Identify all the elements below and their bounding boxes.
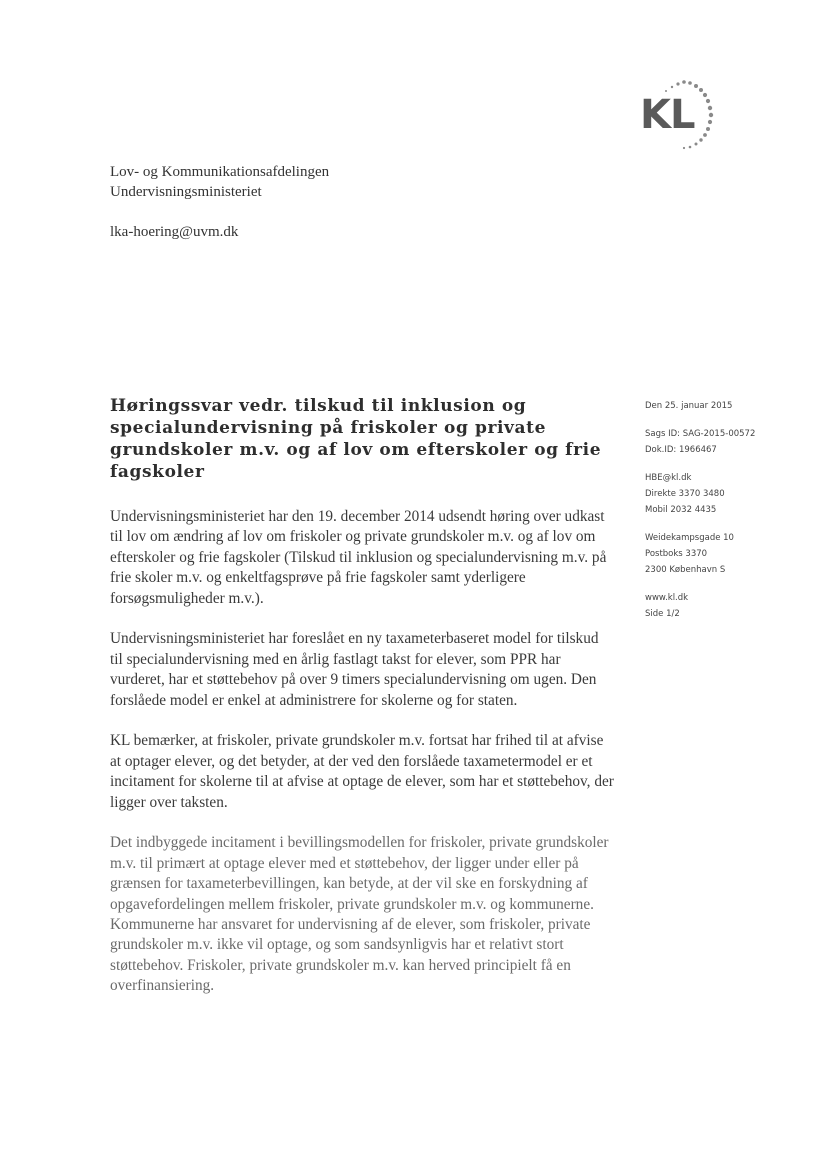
direct-phone: Direkte 3370 3480: [645, 489, 725, 499]
recipient-ministry: Undervisningsministeriet: [110, 184, 262, 200]
letter-title: Høringssvar vedr. tilskud til inklusion og specialundervisning på friskoler og private grundskoler m.v. og af lov om efterskoler og frie fagskoler: [110, 396, 602, 482]
case-id: Sags ID: SAG-2015-00572: [645, 429, 756, 439]
document-id: Dok.ID: 1966467: [645, 445, 717, 455]
street-address: Weidekampsgade 10: [645, 533, 734, 543]
letter-date: Den 25. januar 2015: [645, 401, 733, 411]
mobile-phone: Mobil 2032 4435: [645, 505, 717, 515]
recipient-department: Lov- og Kommunikationsafdelingen: [110, 164, 330, 180]
sender-email: HBE@kl.dk: [645, 473, 692, 483]
kl-logo-text: KL: [640, 92, 695, 138]
body-paragraph-3: KL bemærker, at friskoler, private grundskoler m.v. fortsat har frihed til at afvise at optager elever, og det betyder, at der ved den forslåede taxametermodel er et incitament for skolerne til at afvise at optage de elever, som har et støttebehov, der ligger over taksten.: [110, 732, 614, 811]
recipient-address: [110, 162, 329, 242]
website: www.kl.dk: [645, 593, 689, 603]
sender-info-sidebar: [645, 398, 815, 634]
letter-body: [110, 507, 615, 1017]
postal-city: 2300 København S: [645, 565, 726, 575]
kl-logo: [638, 78, 734, 158]
po-box: Postboks 3370: [645, 549, 708, 559]
body-paragraph-2: Undervisningsministeriet har foreslået en ny taxameterbaseret model for tilskud til specialundervisning med en årlig fastlagt takst for elever, som PPR har vurderet, har et støttebehov på over 9 timers specialundervisning om ugen. Den forslåede model er enkel at administrere for skolerne og for staten.: [110, 630, 599, 709]
recipient-email: lka-hoering@uvm.dk: [110, 224, 239, 240]
body-paragraph-1: Undervisningsministeriet har den 19. december 2014 udsendt høring over udkast til lov om ændring af lov om friskoler og private grundskoler m.v. og af lov om efterskoler og frie fagskoler (Tilskud til inklusion og specialundervisning m.v. på frie skoler m.v. og enkeltfagsprøve på frie fagskoler samt yderligere forsøgsmuligheder m.v.).: [110, 508, 607, 607]
body-paragraph-4: Det indbyggede incitament i bevillingsmodellen for friskoler, private grundskoler m.v. til primært at optage elever med et støttebehov, der ligger under eller på grænsen for taxameterbevillingen, kan betyde, at der vil ske en forskydning af opgavefordelingen mellem friskoler, private grundskoler m.v. og kommunerne. Kommunerne har ansvaret for undervisning af de elever, som friskoler, private grundskoler m.v. ikke vil optage, og som sandsynligvis har et relativt stort støttebehov. Friskoler, private grundskoler m.v. kan herved principielt få en overfinansiering.: [110, 834, 609, 995]
page-number: Side 1/2: [645, 609, 680, 619]
